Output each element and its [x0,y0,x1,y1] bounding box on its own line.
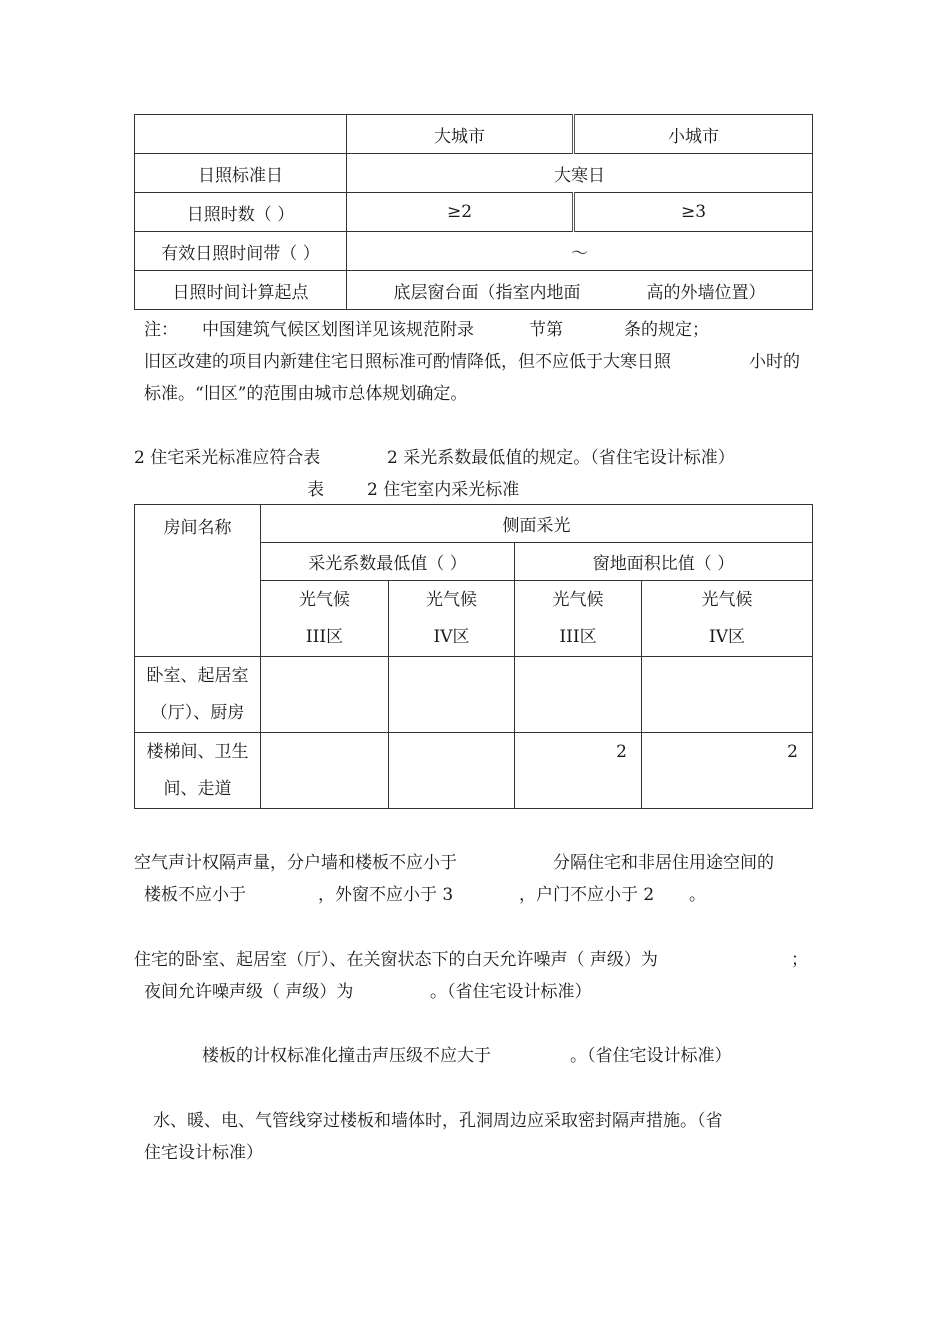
coef-climate-iv: 光气候 IV区 [389,581,515,657]
ratio-climate-iii: 光气候 III区 [515,581,642,657]
table1-header-small-city: 小城市 [574,115,813,154]
daylight-coefficient-header: 采光系数最低值（ ） [261,543,515,581]
noise-para-line2-a: 夜间允许噪声级（ 声级）为 [144,982,354,1002]
sunlight-standard-table [134,114,813,310]
room-bedroom-living-kitchen: 卧室、起居室 （厅）、厨房 [135,657,261,733]
table1-row-label: 有效日照时间带（ ） [135,232,347,271]
table2-caption-a: 表 [307,480,324,500]
sound-para-line2-c: ，户门不应小于 2 [519,885,655,905]
table1-row-value: 大寒日 [347,154,813,193]
sound-para-line2-b: ，外窗不应小于 3 [318,885,454,905]
table1-row-label: 日照时数（ ） [135,193,347,232]
note-label: 注： [144,320,178,340]
window-floor-ratio-header: 窗地面积比值（ ） [515,543,813,581]
section2-text-a: 2 住宅采光标准应符合表 [134,448,321,468]
table-cell [389,657,515,733]
noise-para-line1-a: 住宅的卧室、起居室（厅）、在关窗状态下的白天允许噪声（ 声级）为 [134,950,658,970]
note-1-part-c: 条的规定； [624,320,709,340]
side-lighting-header: 侧面采光 [261,505,813,543]
table-cell [642,657,813,733]
noise-para-line1-b: ； [791,950,808,970]
noise-para-line2-b: 。（省住宅设计标准） [430,982,592,1002]
table1-row-label: 日照时间计算起点 [135,271,347,310]
ratio-climate-iv: 光气候 IV区 [642,581,813,657]
coef-climate-iii: 光气候 III区 [261,581,389,657]
table1-row-value [347,271,813,310]
note-2-part-b: 小时的 [749,352,800,372]
table-cell [261,657,389,733]
note-2-part-a: 旧区改建的项目内新建住宅日照标准可酌情降低，但不应低于大寒日照 [144,352,671,372]
table-cell [261,733,389,809]
impact-para-a: 楼板的计权标准化撞击声压级不应大于 [202,1046,491,1066]
note-2-part-c: 标准。“旧区”的范围由城市总体规划确定。 [144,384,468,404]
room-name-header: 房间名称 [135,505,261,657]
row2-ratio-iv: 2 [642,733,813,809]
row2-ratio-iii: 2 [515,733,642,809]
table-cell [389,733,515,809]
table2-caption-b: 2 住宅室内采光标准 [367,480,520,500]
table1-row-label: 日照标准日 [135,154,347,193]
room-stair-bath-corridor: 楼梯间、卫生 间、走道 [135,733,261,809]
table-cell [515,657,642,733]
pipe-para-line2: 住宅设计标准） [144,1143,263,1163]
table1-big-city-hours: ≥2 [347,193,574,232]
pipe-para-line1: 水、暖、电、气管线穿过楼板和墙体时，孔洞周边应采取密封隔声措施。（省 [153,1111,723,1131]
daylight-standard-table [134,504,813,809]
table1-start-point-b: 高的外墙位置） [646,282,766,303]
table1-start-point-a: 底层窗台面（指室内地面 [393,282,581,303]
sound-para-line1-a: 空气声计权隔声量，分户墙和楼板不应小于 [134,853,457,873]
impact-para-b: 。（省住宅设计标准） [570,1046,732,1066]
table1-header-big-city: 大城市 [347,115,574,154]
table1-row-value: ～ [347,232,813,271]
table1-corner-cell [135,115,347,154]
note-1-part-b: 节第 [529,320,563,340]
sound-para-line2-d: 。 [689,885,706,905]
note-1-part-a: 中国建筑气候区划图详见该规范附录 [202,320,474,340]
section2-text-b: 2 采光系数最低值的规定。（省住宅设计标准） [387,448,735,468]
sound-para-line1-b: 分隔住宅和非居住用途空间的 [553,853,774,873]
sound-para-line2-a: 楼板不应小于 [144,885,246,905]
table1-small-city-hours: ≥3 [574,193,813,232]
